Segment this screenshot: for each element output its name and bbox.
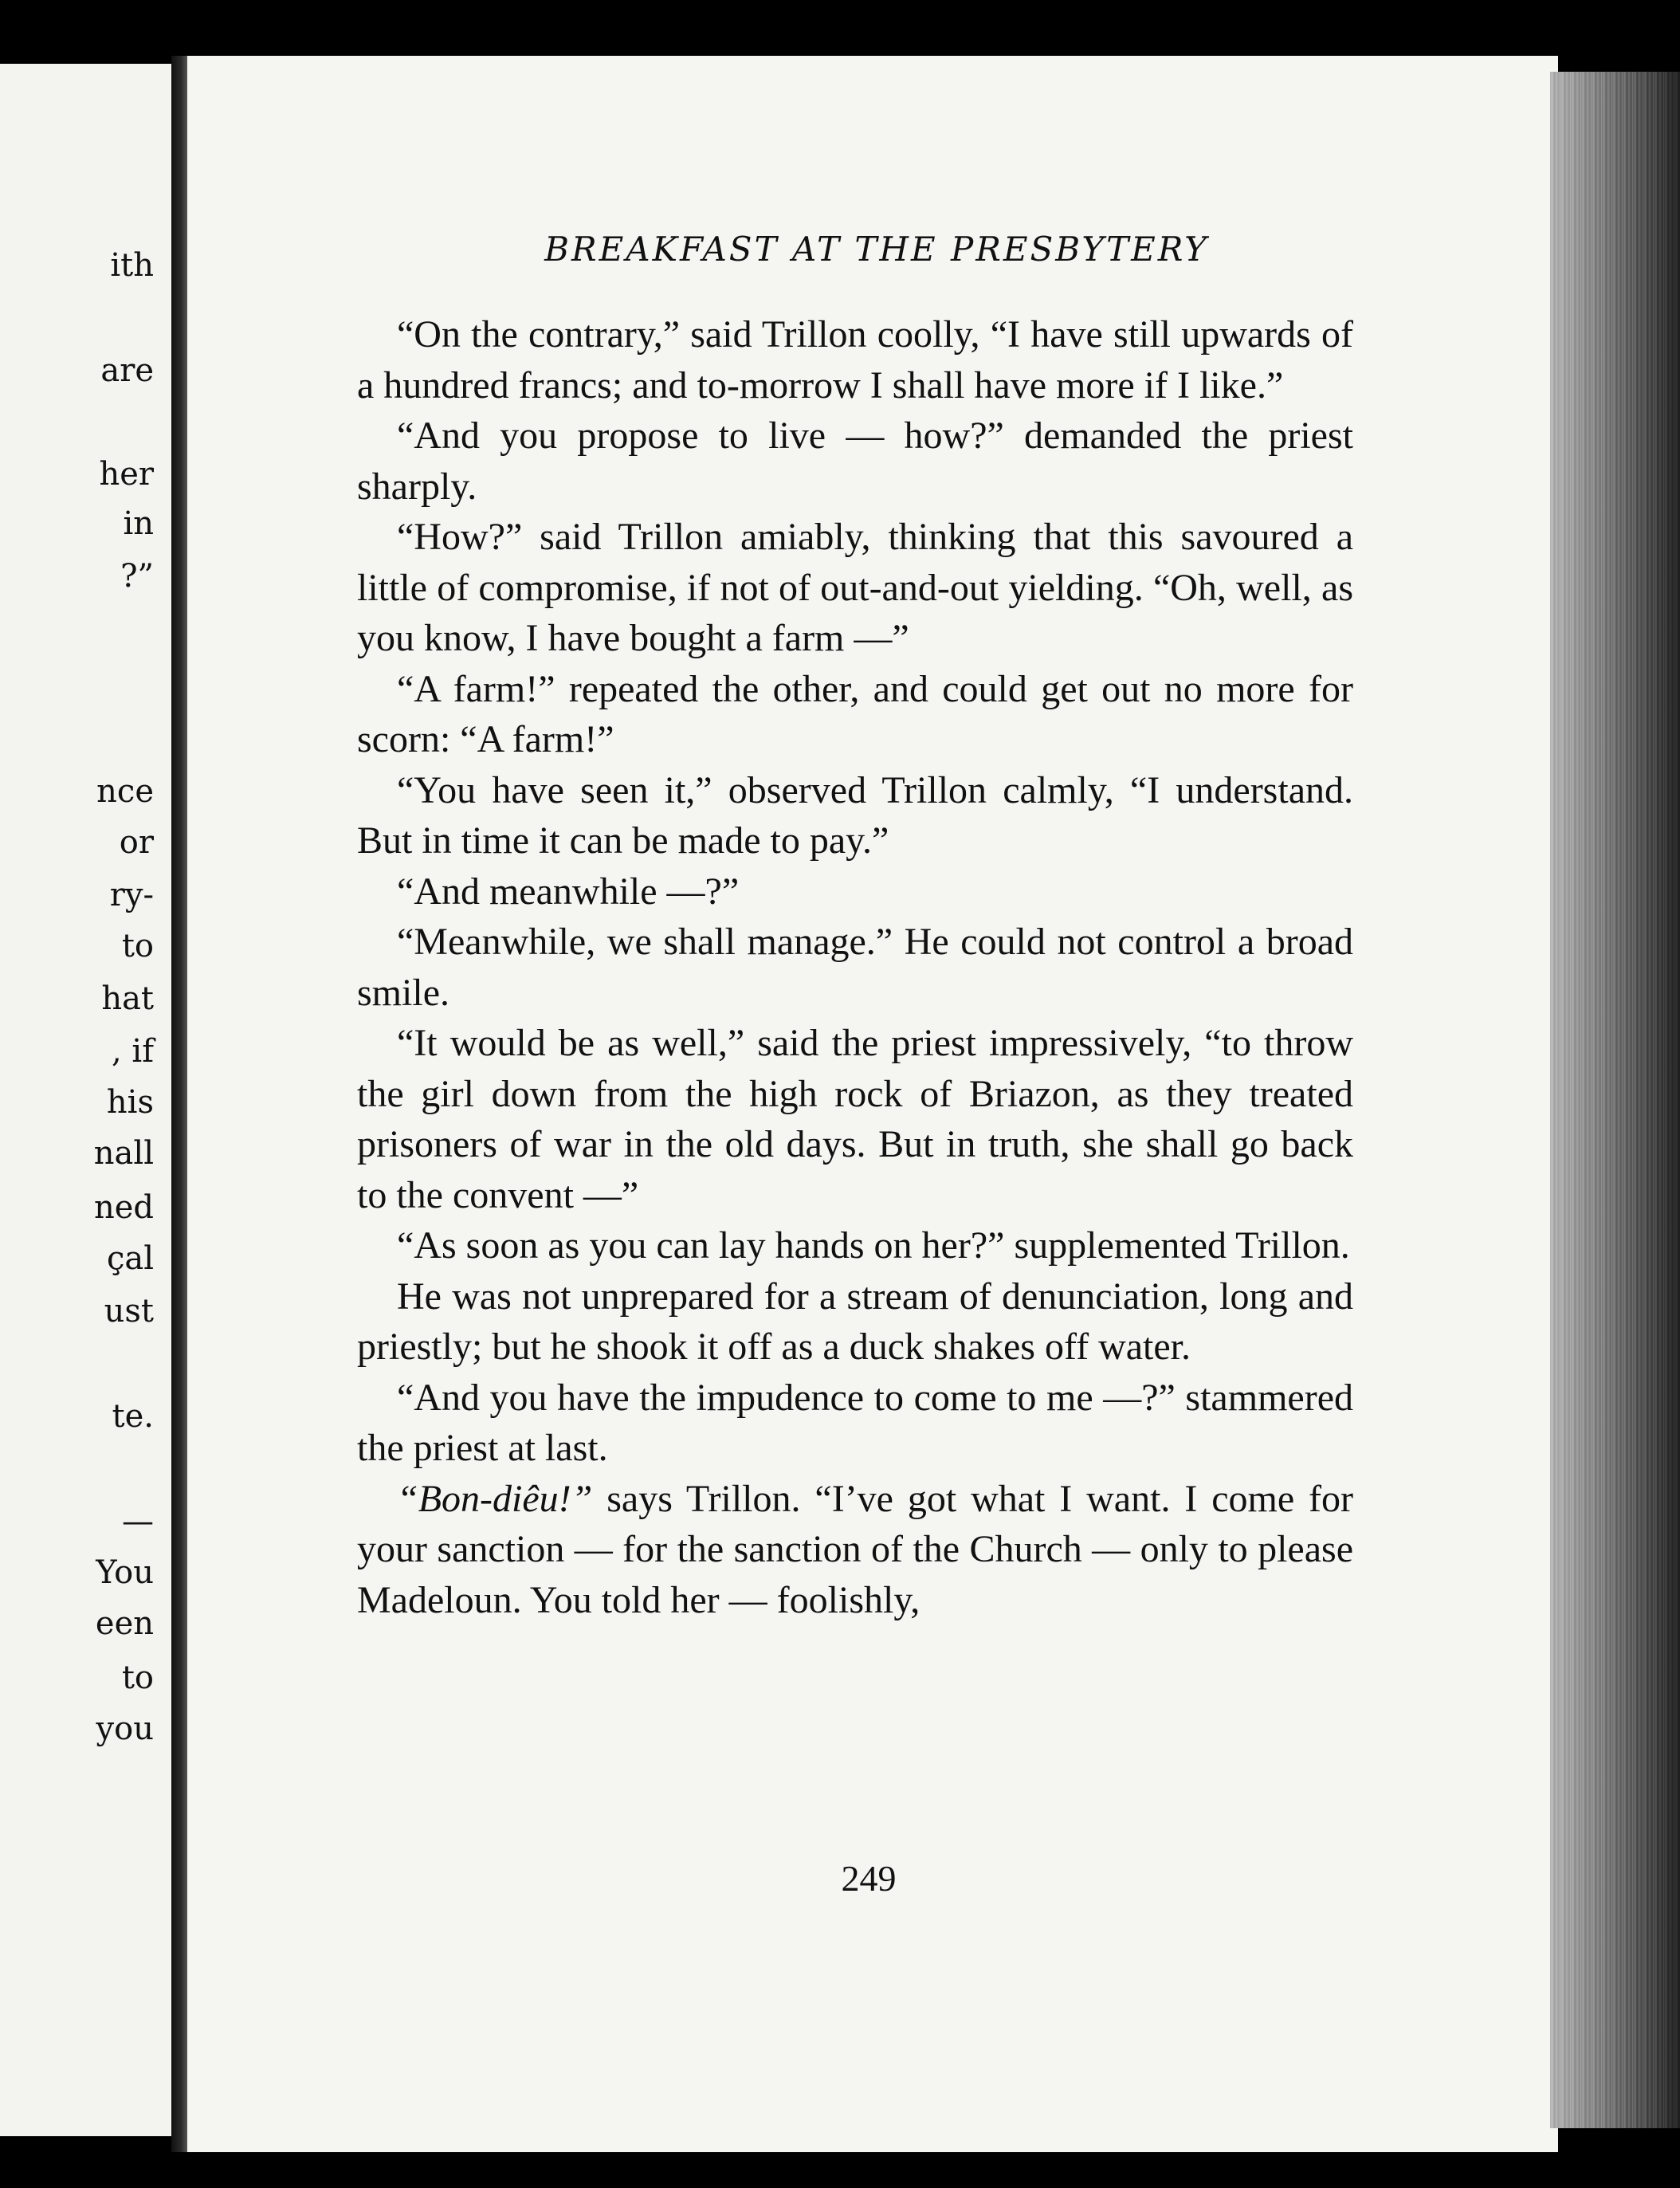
- previous-page-fragment: You: [96, 1554, 154, 1591]
- previous-page-fragment: —: [122, 1503, 154, 1540]
- previous-page-fragment: or: [119, 824, 154, 861]
- page-edges-shade: [1550, 72, 1680, 2128]
- previous-page-fragment: to: [121, 1660, 154, 1696]
- paragraph: “As soon as you can lay hands on her?” supplemented Trillon.: [397, 1224, 1350, 1267]
- paragraph-last-text: says Trillon. “I’ve got what I want. I come for your sanction — for the sanction of the Church — only to please Madeloun. You told her — foolishly,: [357, 1477, 1353, 1621]
- previous-page-fragment: ry-: [109, 877, 154, 913]
- previous-page-fragment: çal: [106, 1240, 154, 1277]
- previous-page-fragments: [0, 64, 171, 2136]
- paragraph: “And you propose to live — how?” demanded the priest sharply.: [357, 414, 1353, 508]
- previous-page-fragment: his: [106, 1084, 154, 1121]
- book-gutter: [171, 56, 187, 2152]
- paragraph: “A farm!” repeated the other, and could get out no more for scorn: “A farm!”: [357, 667, 1353, 760]
- paragraph: “On the contrary,” said Trillon coolly, “I have still upwards of a hundred francs; and to-morrow I shall have more if I like.”: [357, 313, 1353, 407]
- previous-page-fragment: in: [123, 505, 154, 542]
- paragraph: “And meanwhile —?”: [397, 870, 740, 913]
- paragraph-last: [357, 1474, 1353, 1626]
- previous-page-fragment: are: [100, 352, 154, 389]
- running-head: BREAKFAST AT THE PRESBYTERY: [544, 230, 1209, 269]
- paragraph: “Meanwhile, we shall manage.” He could not control a broad smile.: [357, 921, 1353, 1014]
- previous-page-fragment: nall: [93, 1135, 154, 1172]
- previous-page-fragment: hat: [101, 980, 154, 1017]
- paragraph: “It would be as well,” said the priest impressively, “to throw the girl down from the high rock of Briazon, as they treated prisoners of war in the old days. But in truth, she shall go back to the convent —”: [357, 1022, 1353, 1216]
- paragraph: “How?” said Trillon amiably, thinking that this savoured a little of compromise, if not of out-and-out yielding. “Oh, well, as you know, I have bought a farm —”: [357, 516, 1353, 659]
- italic-exclamation: “Bon-diêu!”: [397, 1477, 593, 1520]
- body-text: [357, 309, 1353, 1625]
- paragraph: “And you have the impudence to come to me —?” stammered the priest at last.: [357, 1376, 1353, 1469]
- previous-page-margin: [0, 64, 171, 2136]
- previous-page-fragment: ned: [93, 1189, 154, 1226]
- previous-page-fragment: ust: [104, 1293, 154, 1330]
- previous-page-fragment: her: [99, 456, 154, 493]
- previous-page-fragment: een: [95, 1605, 154, 1642]
- paragraph: “You have seen it,” observed Trillon calmly, “I understand. But in time it can be made to pay.”: [357, 768, 1353, 862]
- previous-page-fragment: ?”: [120, 558, 154, 595]
- paragraph: He was not unprepared for a stream of denunciation, long and priestly; but he shook it off as a duck shakes off water.: [357, 1275, 1353, 1368]
- previous-page-fragment: ith: [110, 247, 154, 284]
- previous-page-fragment: te.: [112, 1398, 154, 1435]
- previous-page-fragment: to: [121, 928, 154, 964]
- previous-page-fragment: you: [96, 1711, 154, 1747]
- previous-page-fragment: , if: [111, 1033, 154, 1070]
- previous-page-fragment: nce: [96, 773, 154, 810]
- page-number: 249: [841, 1858, 897, 1899]
